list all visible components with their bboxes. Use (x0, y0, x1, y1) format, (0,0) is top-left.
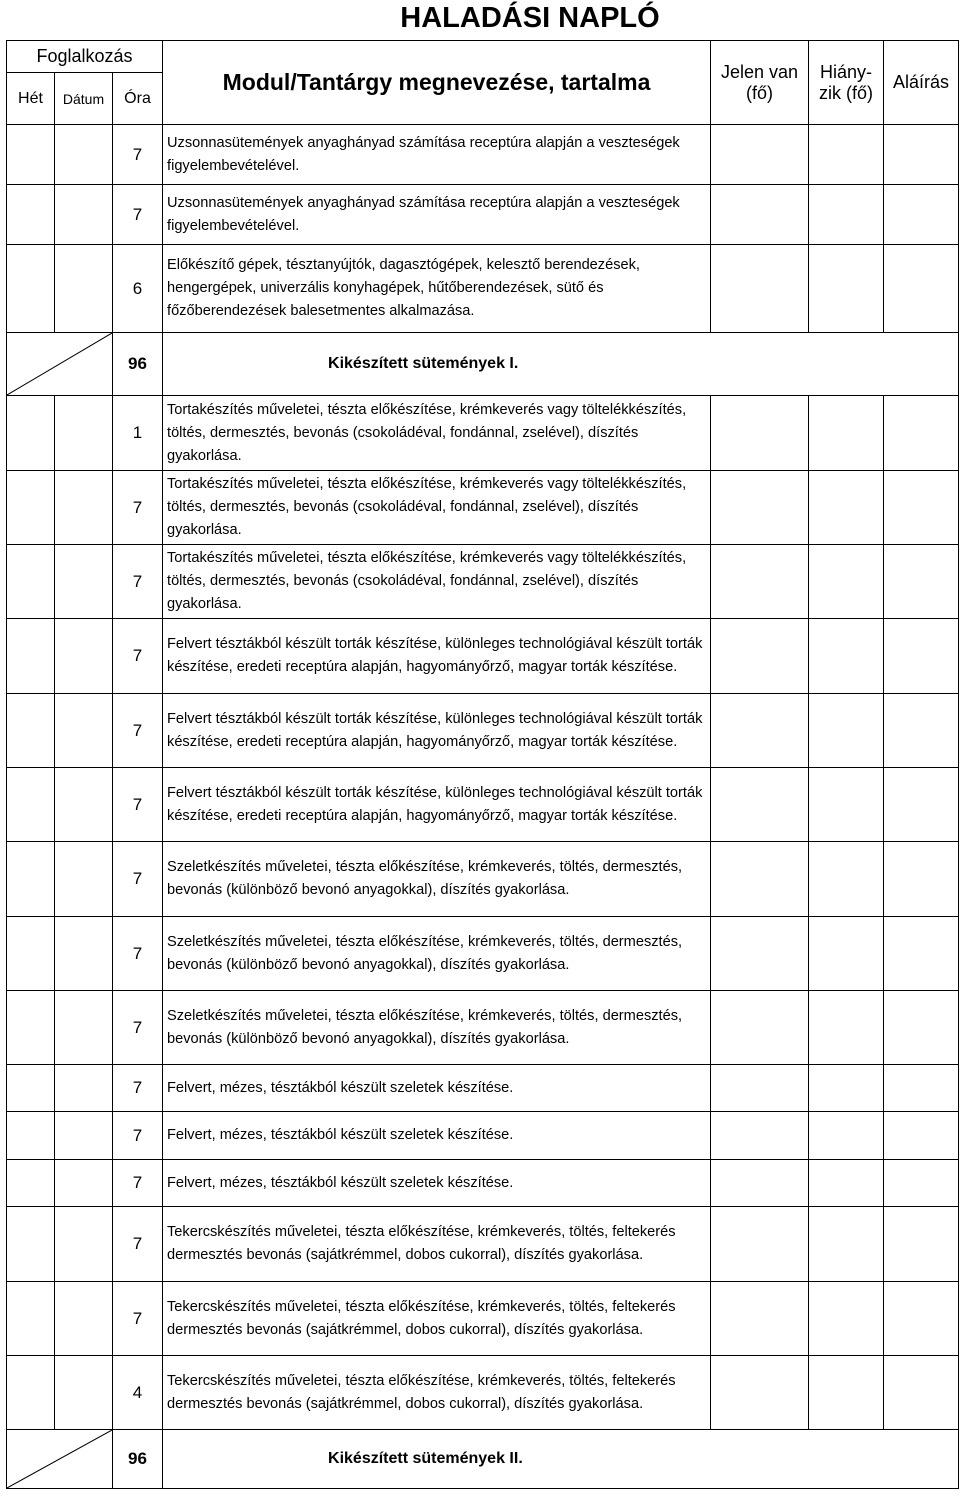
content-cell: Felvert tésztákból készült torták készítése, különleges technológiával készült torták készítése, eredeti receptúra alapján, hagyományőrző, magyar torták készítése. (163, 619, 711, 694)
content-cell: Tortakészítés műveletei, tészta előkészítése, krémkeverés vagy töltelékkészítés, töltés, dermesztés, bevonás (csokoládéval, fondánnal, zselével), díszítés gyakorlása. (163, 545, 711, 619)
absent-cell[interactable] (809, 545, 884, 619)
week-cell[interactable] (7, 545, 55, 619)
section-title: Kikészített sütemények I. (163, 333, 959, 396)
absent-cell[interactable] (809, 1112, 884, 1160)
table-row (7, 1282, 959, 1356)
table-row (7, 1065, 959, 1112)
week-cell[interactable] (7, 1065, 55, 1112)
date-cell[interactable] (55, 1160, 113, 1207)
present-cell[interactable] (711, 991, 809, 1065)
hours-cell: 7 (113, 768, 163, 842)
present-cell[interactable] (711, 619, 809, 694)
absent-cell[interactable] (809, 245, 884, 333)
hours-cell: 7 (113, 917, 163, 991)
header-datum: Dátum (55, 73, 113, 125)
header-alairas: Aláírás (884, 41, 959, 125)
table-row (7, 245, 959, 333)
date-cell[interactable] (55, 1356, 113, 1430)
week-cell[interactable] (7, 125, 55, 185)
hours-cell: 7 (113, 471, 163, 545)
signature-cell[interactable] (884, 1356, 959, 1430)
present-cell[interactable] (711, 917, 809, 991)
content-cell: Előkészítő gépek, tésztanyújtók, dagasztógépek, kelesztő berendezések, hengergépek, univerzális konyhagépek, hűtőberendezések, sütő és főzőberendezések balesetmentes alkalmazása. (163, 245, 711, 333)
table-row (7, 1207, 959, 1282)
hours-cell: 7 (113, 1207, 163, 1282)
hours-cell: 7 (113, 991, 163, 1065)
table-row (7, 396, 959, 471)
header-ora: Óra (113, 73, 163, 125)
hours-cell: 7 (113, 1112, 163, 1160)
content-cell: Uzsonnasütemények anyaghányad számítása receptúra alapján a veszteségek figyelembevételével. (163, 125, 711, 185)
hours-cell: 7 (113, 1160, 163, 1207)
hours-cell: 7 (113, 545, 163, 619)
section-diagonal-cell (7, 1430, 113, 1489)
present-cell[interactable] (711, 842, 809, 917)
absent-cell[interactable] (809, 768, 884, 842)
signature-cell[interactable] (884, 1065, 959, 1112)
table-row (7, 185, 959, 245)
date-cell[interactable] (55, 991, 113, 1065)
present-cell[interactable] (711, 471, 809, 545)
table-row (7, 1356, 959, 1430)
date-cell[interactable] (55, 125, 113, 185)
hours-cell: 1 (113, 396, 163, 471)
week-cell[interactable] (7, 1207, 55, 1282)
content-cell: Tortakészítés műveletei, tészta előkészítése, krémkeverés vagy töltelékkészítés, töltés, dermesztés, bevonás (csokoládéval, fondánnal, zselével), díszítés gyakorlása. (163, 396, 711, 471)
signature-cell[interactable] (884, 245, 959, 333)
header-hianyzik: Hiány- zik (fő) (809, 41, 884, 125)
week-cell[interactable] (7, 245, 55, 333)
week-cell[interactable] (7, 991, 55, 1065)
absent-cell[interactable] (809, 1356, 884, 1430)
progress-log-table (6, 40, 959, 1489)
content-cell: Felvert, mézes, tésztákból készült szeletek készítése. (163, 1065, 711, 1112)
signature-cell[interactable] (884, 545, 959, 619)
absent-cell[interactable] (809, 1282, 884, 1356)
header-row-1 (7, 41, 959, 73)
date-cell[interactable] (55, 1112, 113, 1160)
date-cell[interactable] (55, 917, 113, 991)
header-jelen-van: Jelen van (fő) (711, 41, 809, 125)
week-cell[interactable] (7, 1160, 55, 1207)
date-cell[interactable] (55, 1282, 113, 1356)
content-cell: Tekercskészítés műveletei, tészta előkészítése, krémkeverés, töltés, feltekerés dermesztés bevonás (sajátkrémmel, dobos cukorral), díszítés gyakorlása. (163, 1356, 711, 1430)
absent-cell[interactable] (809, 396, 884, 471)
section-row (7, 1430, 959, 1489)
header-het: Hét (7, 73, 55, 125)
hours-cell: 7 (113, 694, 163, 768)
week-cell[interactable] (7, 768, 55, 842)
diagonal-line (7, 333, 112, 395)
hours-cell: 7 (113, 1065, 163, 1112)
signature-cell[interactable] (884, 1207, 959, 1282)
diagonal-line (7, 1430, 112, 1488)
header-foglalkozas: Foglalkozás (7, 41, 163, 73)
signature-cell[interactable] (884, 694, 959, 768)
table-row (7, 545, 959, 619)
date-cell[interactable] (55, 471, 113, 545)
section-row (7, 333, 959, 396)
signature-cell[interactable] (884, 1160, 959, 1207)
content-cell: Szeletkészítés műveletei, tészta előkészítése, krémkeverés, töltés, dermesztés, bevonás (különböző bevonó anyagokkal), díszítés gyakorlása. (163, 842, 711, 917)
page-title: HALADÁSI NAPLÓ (400, 2, 660, 34)
week-cell[interactable] (7, 694, 55, 768)
signature-cell[interactable] (884, 991, 959, 1065)
present-cell[interactable] (711, 245, 809, 333)
table-row (7, 125, 959, 185)
content-cell: Felvert, mézes, tésztákból készült szeletek készítése. (163, 1112, 711, 1160)
week-cell[interactable] (7, 471, 55, 545)
hours-cell: 7 (113, 1282, 163, 1356)
signature-cell[interactable] (884, 185, 959, 245)
table-row (7, 768, 959, 842)
present-cell[interactable] (711, 125, 809, 185)
date-cell[interactable] (55, 694, 113, 768)
content-cell: Tekercskészítés műveletei, tészta előkészítése, krémkeverés, töltés, feltekerés dermesztés bevonás (sajátkrémmel, dobos cukorral), díszítés gyakorlása. (163, 1207, 711, 1282)
absent-cell[interactable] (809, 1065, 884, 1112)
week-cell[interactable] (7, 842, 55, 917)
date-cell[interactable] (55, 768, 113, 842)
content-cell: Uzsonnasütemények anyaghányad számítása receptúra alapján a veszteségek figyelembevételével. (163, 185, 711, 245)
date-cell[interactable] (55, 545, 113, 619)
signature-cell[interactable] (884, 1282, 959, 1356)
absent-cell[interactable] (809, 185, 884, 245)
table-row (7, 1160, 959, 1207)
absent-cell[interactable] (809, 619, 884, 694)
content-cell: Felvert, mézes, tésztákból készült szeletek készítése. (163, 1160, 711, 1207)
week-cell[interactable] (7, 917, 55, 991)
signature-cell[interactable] (884, 768, 959, 842)
present-cell[interactable] (711, 185, 809, 245)
signature-cell[interactable] (884, 1112, 959, 1160)
table-row (7, 991, 959, 1065)
table-row (7, 471, 959, 545)
content-cell: Felvert tésztákból készült torták készítése, különleges technológiával készült torták készítése, eredeti receptúra alapján, hagyományőrző, magyar torták készítése. (163, 768, 711, 842)
section-hours: 96 (113, 333, 163, 396)
week-cell[interactable] (7, 619, 55, 694)
header-modul: Modul/Tantárgy megnevezése, tartalma (163, 41, 711, 125)
signature-cell[interactable] (884, 917, 959, 991)
date-cell[interactable] (55, 842, 113, 917)
section-title: Kikészített sütemények II. (163, 1430, 959, 1489)
table-row (7, 619, 959, 694)
absent-cell[interactable] (809, 1160, 884, 1207)
present-cell[interactable] (711, 1112, 809, 1160)
section-hours: 96 (113, 1430, 163, 1489)
absent-cell[interactable] (809, 694, 884, 768)
present-cell[interactable] (711, 1160, 809, 1207)
absent-cell[interactable] (809, 125, 884, 185)
date-cell[interactable] (55, 619, 113, 694)
hours-cell: 7 (113, 185, 163, 245)
absent-cell[interactable] (809, 842, 884, 917)
present-cell[interactable] (711, 396, 809, 471)
hours-cell: 6 (113, 245, 163, 333)
date-cell[interactable] (55, 185, 113, 245)
week-cell[interactable] (7, 396, 55, 471)
content-cell: Tekercskészítés műveletei, tészta előkészítése, krémkeverés, töltés, feltekerés dermesztés bevonás (sajátkrémmel, dobos cukorral), díszítés gyakorlása. (163, 1282, 711, 1356)
present-cell[interactable] (711, 1065, 809, 1112)
table-row (7, 917, 959, 991)
table-row (7, 694, 959, 768)
week-cell[interactable] (7, 1282, 55, 1356)
content-cell: Felvert tésztákból készült torták készítése, különleges technológiával készült torták készítése, eredeti receptúra alapján, hagyományőrző, magyar torták készítése. (163, 694, 711, 768)
present-cell[interactable] (711, 1356, 809, 1430)
content-cell: Szeletkészítés műveletei, tészta előkészítése, krémkeverés, töltés, dermesztés, bevonás (különböző bevonó anyagokkal), díszítés gyakorlása. (163, 917, 711, 991)
absent-cell[interactable] (809, 471, 884, 545)
signature-cell[interactable] (884, 619, 959, 694)
hours-cell: 7 (113, 619, 163, 694)
present-cell[interactable] (711, 768, 809, 842)
table-row (7, 1112, 959, 1160)
week-cell[interactable] (7, 1112, 55, 1160)
hours-cell: 7 (113, 842, 163, 917)
date-cell[interactable] (55, 245, 113, 333)
hours-cell: 4 (113, 1356, 163, 1430)
signature-cell[interactable] (884, 396, 959, 471)
signature-cell[interactable] (884, 842, 959, 917)
content-cell: Tortakészítés műveletei, tészta előkészítése, krémkeverés vagy töltelékkészítés, töltés, dermesztés, bevonás (csokoládéval, fondánnal, zselével), díszítés gyakorlása. (163, 471, 711, 545)
absent-cell[interactable] (809, 1207, 884, 1282)
content-cell: Szeletkészítés műveletei, tészta előkészítése, krémkeverés, töltés, dermesztés, bevonás (különböző bevonó anyagokkal), díszítés gyakorlása. (163, 991, 711, 1065)
table-row (7, 842, 959, 917)
signature-cell[interactable] (884, 125, 959, 185)
present-cell[interactable] (711, 545, 809, 619)
week-cell[interactable] (7, 1356, 55, 1430)
week-cell[interactable] (7, 185, 55, 245)
signature-cell[interactable] (884, 471, 959, 545)
section-diagonal-cell (7, 333, 113, 396)
present-cell[interactable] (711, 694, 809, 768)
date-cell[interactable] (55, 396, 113, 471)
absent-cell[interactable] (809, 991, 884, 1065)
absent-cell[interactable] (809, 917, 884, 991)
date-cell[interactable] (55, 1207, 113, 1282)
present-cell[interactable] (711, 1207, 809, 1282)
hours-cell: 7 (113, 125, 163, 185)
present-cell[interactable] (711, 1282, 809, 1356)
date-cell[interactable] (55, 1065, 113, 1112)
